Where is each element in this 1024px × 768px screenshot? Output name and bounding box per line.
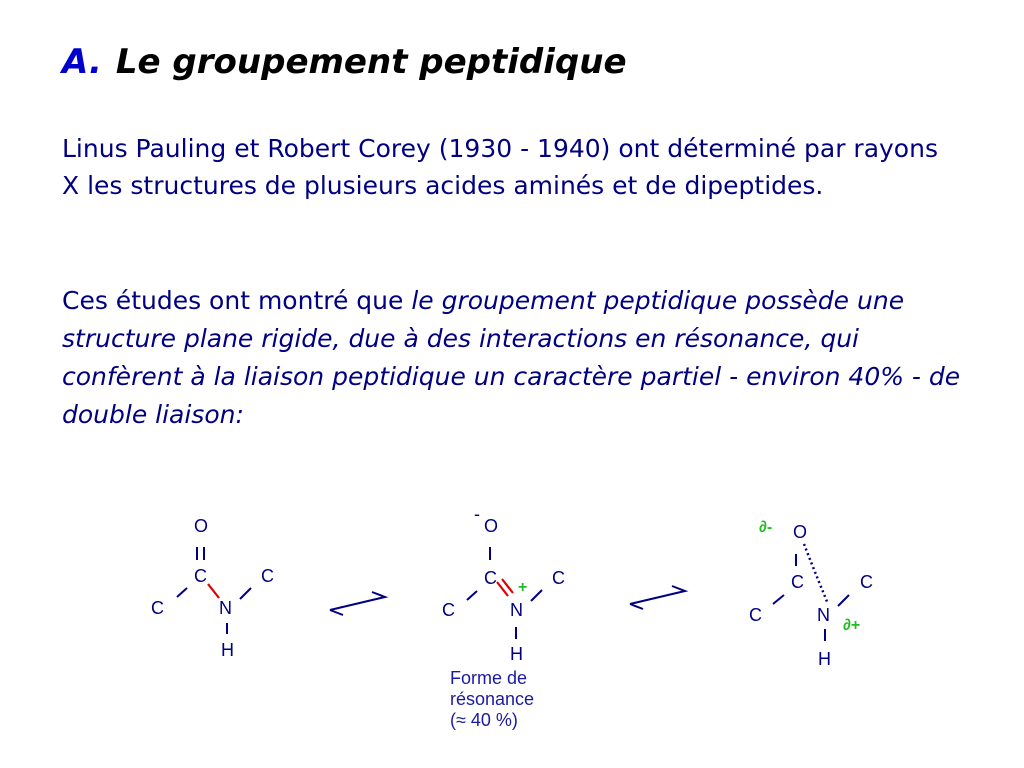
- single-bond: [838, 595, 849, 606]
- equilibrium-arrow: [330, 592, 385, 615]
- caption-line: résonance: [450, 689, 535, 709]
- resonance-caption: [450, 668, 534, 731]
- structure-resonance: [442, 504, 565, 664]
- atom-c: C: [749, 605, 762, 625]
- atom-o: O: [484, 516, 499, 536]
- minus-charge: -: [474, 504, 480, 524]
- atom-h: H: [221, 640, 234, 660]
- peptide-bond: [208, 584, 219, 598]
- single-bond: [467, 591, 477, 600]
- atom-c: C: [552, 568, 565, 588]
- atom-c: C: [261, 566, 274, 586]
- atom-h: H: [818, 649, 831, 669]
- atom-c: C: [484, 568, 497, 588]
- intro-paragraph: Linus Pauling et Robert Corey (1930 - 1940) ont déterminé par rayons X les structures de plusieurs acides aminés et de dipeptides.: [62, 134, 938, 200]
- atom-c: C: [151, 598, 164, 618]
- caption-line: (≈ 40 %): [450, 710, 518, 730]
- atom-o: O: [793, 522, 808, 542]
- atom-c: C: [194, 566, 207, 586]
- conclusion-plain: Ces études ont montré que: [62, 286, 412, 315]
- resonance-diagram: [0, 500, 1024, 690]
- atom-n: N: [510, 600, 523, 620]
- equilibrium-arrow: [630, 586, 685, 609]
- atom-o: O: [194, 516, 209, 536]
- atom-c: C: [860, 572, 873, 592]
- partial-positive-charge: ∂+: [843, 617, 861, 634]
- structure-keto: [151, 516, 274, 660]
- page-title: [62, 42, 627, 82]
- conclusion-paragraph: [62, 282, 972, 434]
- single-bond: [177, 588, 187, 597]
- section-letter: A.: [62, 42, 102, 82]
- single-bond: [531, 590, 542, 601]
- structure-hybrid: [749, 519, 873, 669]
- atom-c: C: [791, 572, 804, 592]
- atom-n: N: [817, 605, 830, 625]
- delocalized-bond: [804, 544, 828, 604]
- conclusion-italic: le groupement peptidique possède une structure plane rigide, due à des interactions en résonance, qui confèrent à la liaison peptidique un caractère partiel - environ 40% - de double liaison:: [62, 286, 961, 429]
- atom-c: C: [442, 600, 455, 620]
- single-bond: [773, 595, 784, 604]
- atom-n: N: [219, 598, 232, 618]
- section-title: Le groupement peptidique: [115, 42, 627, 82]
- caption-line: Forme de: [450, 668, 528, 688]
- atom-h: H: [510, 644, 523, 664]
- single-bond: [240, 588, 251, 599]
- partial-negative-charge: ∂-: [759, 519, 773, 536]
- plus-charge: +: [518, 579, 528, 596]
